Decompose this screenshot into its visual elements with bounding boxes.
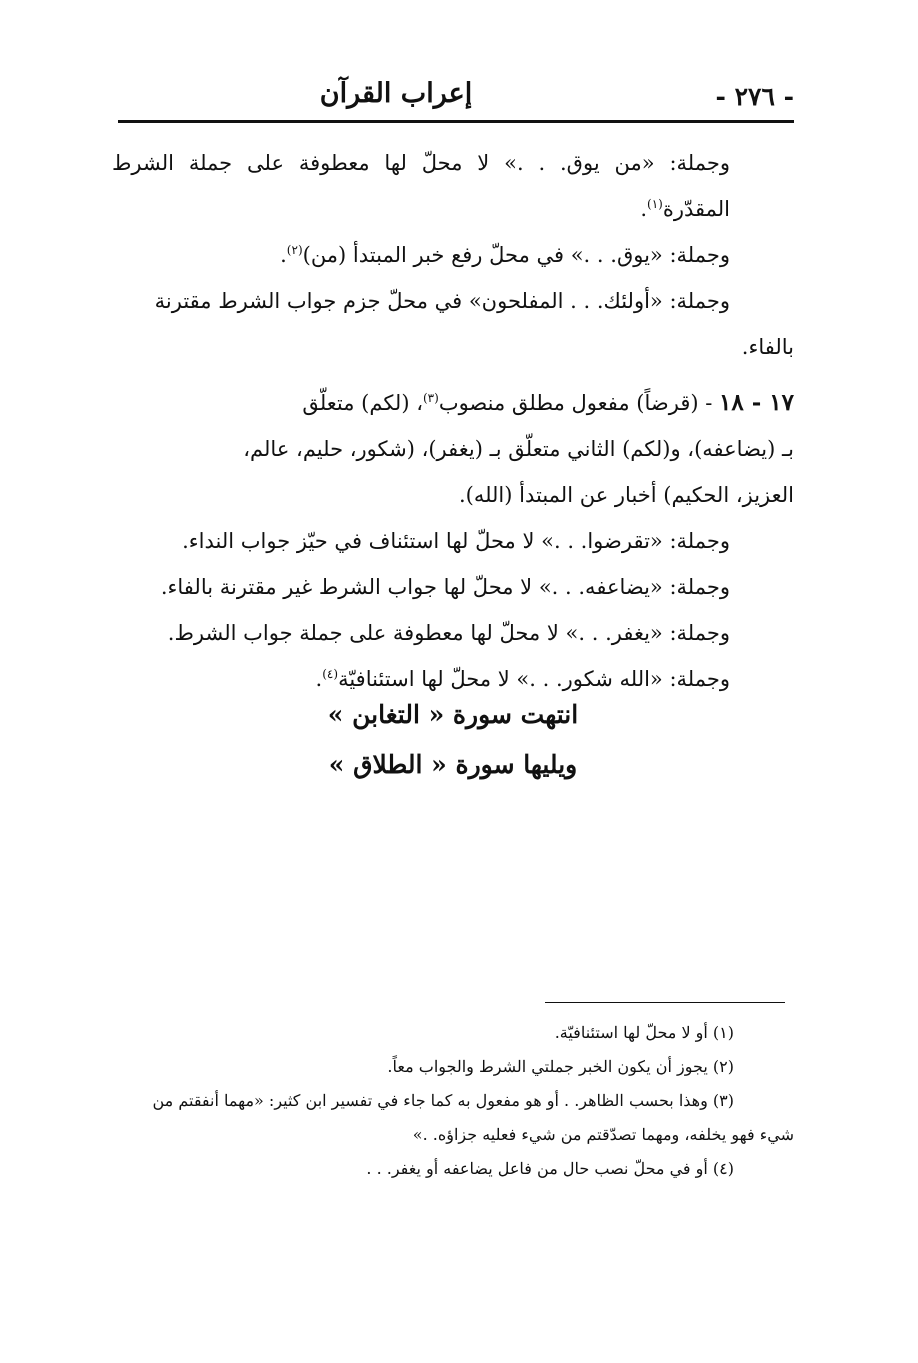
sentence-analysis: وجملة: «يضاعفه. . .» لا محلّ لها جواب الشرط غير مقترنة بالفاء. xyxy=(160,575,730,599)
verse-analysis xyxy=(112,380,794,518)
footnote-3: (٣) وهذا بحسب الظاهر. . أو هو مفعول به كما جاء في تفسير ابن كثير: «مهما أنفقتم من xyxy=(152,1091,734,1110)
footnote-4: (٤) أو في محلّ نصب حال من فاعل يضاعفه أو يغفر. . . xyxy=(366,1159,734,1178)
running-header xyxy=(118,72,794,120)
sentence-analysis: وجملة: «يغفر. . .» لا محلّ لها معطوفة على جملة جواب الشرط. xyxy=(167,621,730,645)
analysis-line: وجملة: «أولئك. . . المفلحون» في محلّ جزم جواب الشرط مقترنة xyxy=(154,289,730,313)
analysis-line-continuation: بالفاء. xyxy=(741,335,794,359)
surah-end-line: انتهت سورة « التغابن » xyxy=(327,700,579,729)
surah-end-note xyxy=(112,690,794,790)
main-text xyxy=(112,140,794,702)
verse-line: ١٧ - ١٨ - (قرضاً) مفعول مطلق منصوب$^{(٣)}$، (لكم) متعلّق xyxy=(302,389,794,416)
verse-line: بـ (يضاعفه)، و(لكم) الثاني متعلّق بـ (يغفر)، (شكور، حليم، عالم، xyxy=(243,437,794,461)
footnote-ref: (٣) xyxy=(422,391,439,405)
sentence-analysis: وجملة: «تقرضوا. . .» لا محلّ لها استئناف في حيّز جواب النداء. xyxy=(182,529,730,553)
verse-number: ١٧ - ١٨ xyxy=(719,389,794,416)
footnote-1: (١) أو لا محلّ لها استئنافيّة. xyxy=(554,1023,734,1042)
footnote-rule xyxy=(545,1002,785,1003)
page-number: - ٢٧٦ - xyxy=(715,82,794,111)
book-title: إعراب القرآن xyxy=(319,78,473,109)
footnotes xyxy=(112,1016,794,1186)
footnote-2: (٢) يجوز أن يكون الخبر جملتي الشرط والجواب معاً. xyxy=(387,1057,734,1076)
footnote-ref: (٢) xyxy=(286,243,303,257)
analysis-line: وجملة: «يوق. . .» في محلّ رفع خبر المبتدأ (من)$^{(٢)}$. xyxy=(280,243,730,267)
analysis-line: وجملة: «من يوق. . .» لا محلّ لها معطوفة على جملة الشرط المقدّرة$^{(١)}$. xyxy=(112,151,730,221)
surah-next-line: ويليها سورة « الطلاق » xyxy=(328,750,578,779)
footnote-ref: (١) xyxy=(647,197,663,211)
sentence-analysis: وجملة: «الله شكور. . .» لا محلّ لها استئنافيّة$^{(٤)}$. xyxy=(315,667,730,691)
verse-line: العزيز، الحكيم) أخبار عن المبتدأ (الله). xyxy=(458,483,794,507)
footnote-ref: (٤) xyxy=(322,667,339,681)
footnote-3-continuation: شيء فهو يخلفه، ومهما تصدّقتم من شيء فعليه جزاؤه. .» xyxy=(412,1125,794,1144)
header-rule xyxy=(118,120,794,123)
